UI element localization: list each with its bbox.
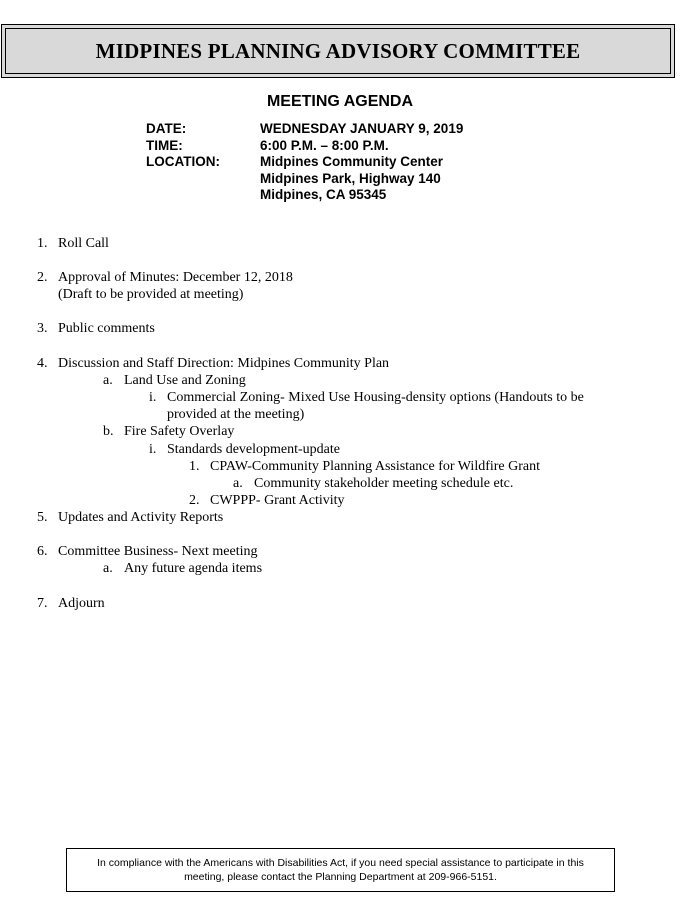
item-3-text: Public comments xyxy=(58,321,155,336)
item-5-number: 5. xyxy=(37,510,48,525)
item-4b-i-1-text: CPAW-Community Planning Assistance for Wildfire Grant xyxy=(210,459,541,474)
time-label: TIME: xyxy=(146,137,183,153)
time-value: 6:00 P.M. – 8:00 P.M. xyxy=(260,137,389,153)
header-inner-border xyxy=(5,28,671,74)
item-1-text: Roll Call xyxy=(58,236,109,251)
item-3-number: 3. xyxy=(37,321,48,336)
location-line-3: Midpines, CA 95345 xyxy=(260,187,387,202)
item-2-note: (Draft to be provided at meeting) xyxy=(58,287,244,302)
location-line-2: Midpines Park, Highway 140 xyxy=(260,170,441,186)
item-1-number: 1. xyxy=(37,236,48,251)
organization-title: MIDPINES PLANNING ADVISORY COMMITTEE xyxy=(95,38,581,63)
item-4a-text: Land Use and Zoning xyxy=(124,373,246,388)
agenda-heading: MEETING AGENDA xyxy=(266,93,414,110)
item-4b-i-1-a-number: a. xyxy=(233,476,243,491)
item-4b-i-number: i. xyxy=(149,442,157,457)
item-6-number: 6. xyxy=(37,544,48,559)
item-4b-i-1-number: 1. xyxy=(189,459,200,474)
item-4b-i-text: Standards development-update xyxy=(167,442,341,457)
item-7-text: Adjourn xyxy=(58,596,105,611)
item-2-text: Approval of Minutes: December 12, 2018 xyxy=(58,270,293,285)
item-4a-number: a. xyxy=(103,373,113,388)
item-6a-number: a. xyxy=(103,561,113,576)
item-5-text: Updates and Activity Reports xyxy=(58,510,224,525)
item-6a-text: Any future agenda items xyxy=(124,561,263,576)
item-4b-number: b. xyxy=(103,424,114,439)
date-label: DATE: xyxy=(146,121,187,136)
ada-notice-box xyxy=(66,848,615,892)
item-4b-i-2-number: 2. xyxy=(189,493,200,508)
location-line-1: Midpines Community Center xyxy=(260,154,444,169)
item-4b-i-1-a-text: Community stakeholder meeting schedule etc. xyxy=(254,476,514,491)
date-value: WEDNESDAY JANUARY 9, 2019 xyxy=(260,121,464,136)
item-4-number: 4. xyxy=(37,356,48,371)
item-4a-i-text-continued: provided at the meeting) xyxy=(167,407,305,422)
item-4a-i-number: i. xyxy=(149,390,157,405)
item-6-text: Committee Business- Next meeting xyxy=(58,544,258,559)
item-2-number: 2. xyxy=(37,270,48,285)
item-4b-i-2-text: CWPPP- Grant Activity xyxy=(210,493,345,508)
item-4b-text: Fire Safety Overlay xyxy=(124,424,235,439)
header-banner xyxy=(1,24,675,78)
item-4a-i-text: Commercial Zoning- Mixed Use Housing-density options (Handouts to be xyxy=(167,390,584,405)
item-4-text: Discussion and Staff Direction: Midpines Community Plan xyxy=(58,356,390,371)
item-7-number: 7. xyxy=(37,596,48,611)
ada-notice-text: In compliance with the Americans with Disabilities Act, if you need special assistance to participate in this meeting, please contact the Planning Department at 209-966-5151. xyxy=(97,857,584,883)
location-label: LOCATION: xyxy=(146,154,220,169)
